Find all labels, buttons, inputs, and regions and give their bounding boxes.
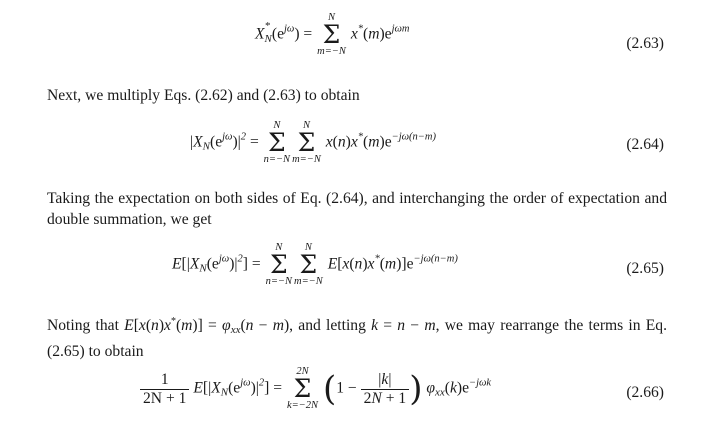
sum-operator: N Σ m=−N xyxy=(294,242,323,287)
sum-operator: N Σ n=−N xyxy=(265,242,293,287)
fraction: $\frac{|k|}{2N + 1}$ xyxy=(361,371,410,408)
equation-number: (2.63) xyxy=(626,35,664,52)
paragraph-2: Taking the expectation on both sides of Eq. (2.64), and interchanging the order of expectation and double summation, we get xyxy=(47,190,667,228)
equation-number: (2.65) xyxy=(626,260,664,277)
equation-2-65: $E[|X_N(e^{j\omega})|^2]$ = N Σ n=−N N Σ m=−N $E[x(n)x^*(m)]e^{-j\omega(n-m)}$ xyxy=(172,242,458,287)
sum-operator: N Σ m=−N xyxy=(292,120,321,165)
paragraph-1: Next, we multiply Eqs. (2.62) and (2.63) to obtain xyxy=(47,87,360,104)
equation-2-64: $|X_N(e^{j\omega})|^2$ = N Σ n=−N N Σ m=−N $x(n)x^*(m)e^{-j\omega(n-m)}$ xyxy=(190,120,436,165)
sum-operator: 2N Σ k=−2N xyxy=(286,366,319,411)
fraction: $\frac{1}{2N + 1}$ xyxy=(140,371,189,408)
equation-2-63: X $_{* N}(e^{j\omega})$ = N Σ m=−N $x^*(m)e^{j\omega m}$ xyxy=(255,12,410,57)
sum-operator: N Σ m=−N xyxy=(317,12,346,57)
equation-2-66: $\frac{1}{2N + 1}$ $E[|X_N(e^{j\omega})|^2]$ = 2N Σ k=−2N (1 − $\frac{|k|}{2N + 1}$ ) $\varphi_{xx}(k)e^{-j\omega k}$ xyxy=(140,366,491,412)
paragraph-3: Noting that $E[x(n)x^*(m)] = \varphi_{xx}(n - m)$, and letting k = n − m, we may rearrange the terms in Eq. (2.65) to obtain xyxy=(47,316,668,361)
sum-operator: N Σ n=−N xyxy=(263,120,291,165)
equation-number: (2.66) xyxy=(626,384,664,401)
equation-number: (2.64) xyxy=(626,136,664,153)
